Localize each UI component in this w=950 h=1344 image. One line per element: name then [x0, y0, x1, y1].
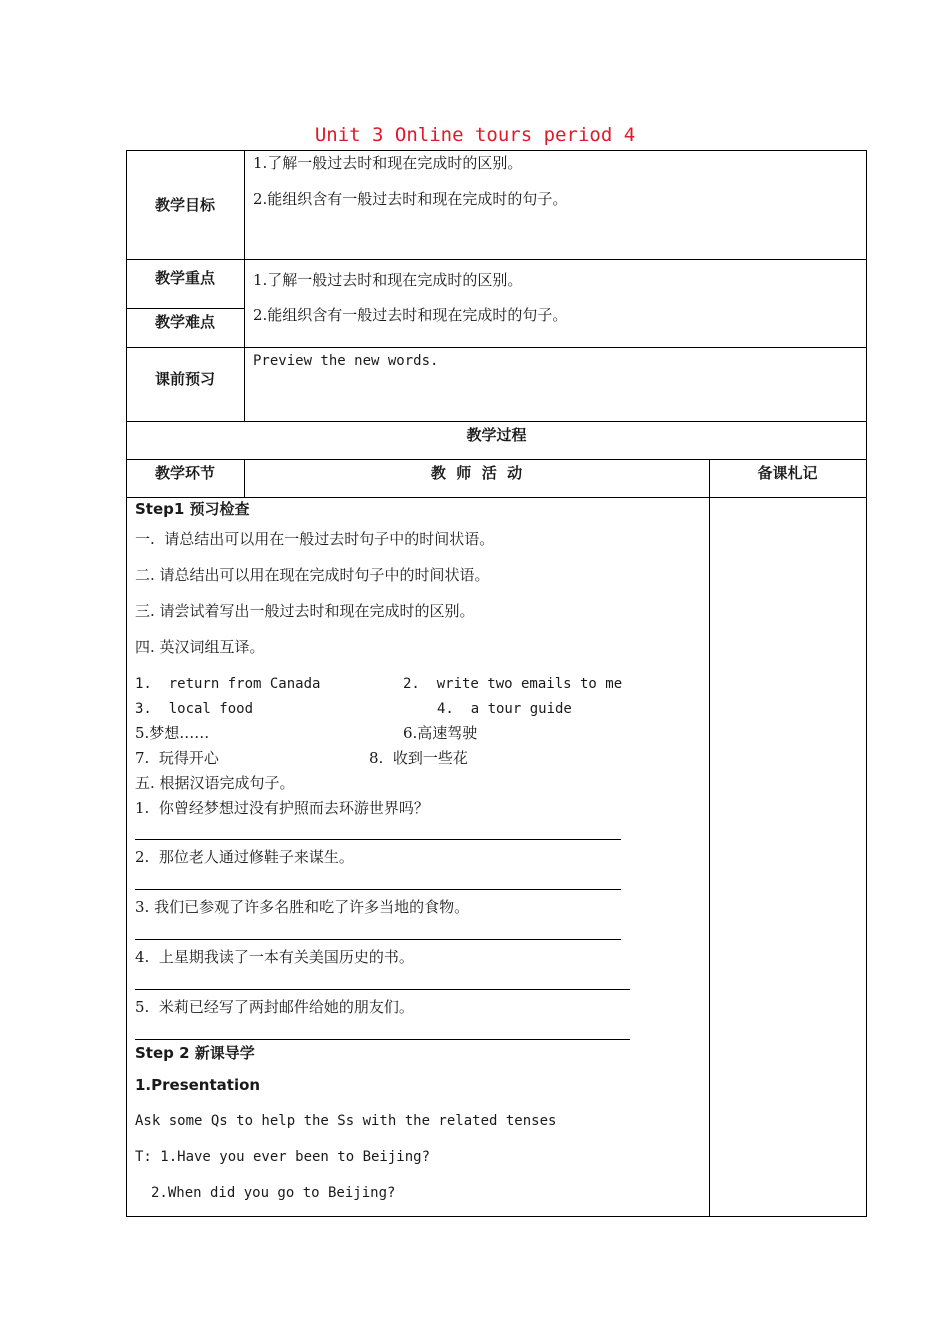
answer-line-5 [135, 1039, 630, 1040]
preview-label: 课前预习 [154, 370, 215, 388]
col-notes: 备课札记 [757, 464, 818, 482]
question-2: 二. 请总结出可以用在现在完成时句子中的时间状语。 [135, 566, 490, 584]
question-4: 四. 英汉词组互译。 [135, 638, 265, 656]
objective-line-1: 1.了解一般过去时和现在完成时的区别。 [253, 154, 523, 172]
step2-heading: Step 2 新课导学 [135, 1044, 255, 1062]
answer-line-4 [135, 989, 630, 990]
answer-line-2 [135, 889, 621, 890]
teacher-question-1: T: 1.Have you ever been to Beijing? [135, 1149, 431, 1165]
col-stage: 教学环节 [154, 464, 215, 482]
answer-line-3 [135, 939, 621, 940]
focus-line-1: 1.了解一般过去时和现在完成时的区别。 [253, 271, 523, 289]
process-header: 教学过程 [466, 426, 527, 444]
teacher-question-2: 2.When did you go to Beijing? [151, 1185, 396, 1201]
phrase-3: 3. local food [135, 701, 254, 717]
sentence-4: 4. 上星期我读了一本有关美国历史的书。 [135, 948, 414, 966]
focus-label: 教学重点 [154, 269, 215, 287]
sentence-2: 2. 那位老人通过修鞋子来谋生。 [135, 848, 354, 866]
answer-line-1 [135, 839, 621, 840]
question-5: 五. 根据汉语完成句子。 [135, 774, 295, 792]
phrase-6: 6.高速驾驶 [403, 724, 478, 742]
phrase-5: 5.梦想…… [135, 724, 210, 742]
phrase-2: 2. write two emails to me [403, 676, 623, 692]
sentence-5: 5. 米莉已经写了两封邮件给她的朋友们。 [135, 998, 414, 1016]
objective-label: 教学目标 [154, 196, 215, 214]
phrase-1: 1. return from Canada [135, 676, 321, 692]
step1-heading: Step1 预习检查 [135, 500, 250, 518]
difficulty-label: 教学难点 [154, 313, 215, 331]
sentence-1: 1. 你曾经梦想过没有护照而去环游世界吗？ [135, 799, 429, 817]
phrase-7: 7. 玩得开心 [135, 749, 219, 767]
phrase-8: 8. 收到一些花 [369, 749, 468, 767]
question-3: 三. 请尝试着写出一般过去时和现在完成时的区别。 [135, 602, 475, 620]
col-activity: 教 师 活 动 [430, 464, 523, 482]
focus-line-2: 2.能组织含有一般过去时和现在完成时的句子。 [253, 306, 568, 324]
question-1: 一. 请总结出可以用在一般过去时句子中的时间状语。 [135, 530, 495, 548]
sentence-3: 3. 我们已参观了许多名胜和吃了许多当地的食物。 [135, 898, 470, 916]
objective-line-2: 2.能组织含有一般过去时和现在完成时的句子。 [253, 190, 568, 208]
preview-text: Preview the new words. [253, 353, 439, 369]
phrase-4: 4. a tour guide [437, 701, 572, 717]
ask-text: Ask some Qs to help the Ss with the related tenses [135, 1113, 557, 1129]
presentation-heading: 1.Presentation [135, 1076, 261, 1094]
page-title: Unit 3 Online tours period 4 [314, 124, 636, 146]
